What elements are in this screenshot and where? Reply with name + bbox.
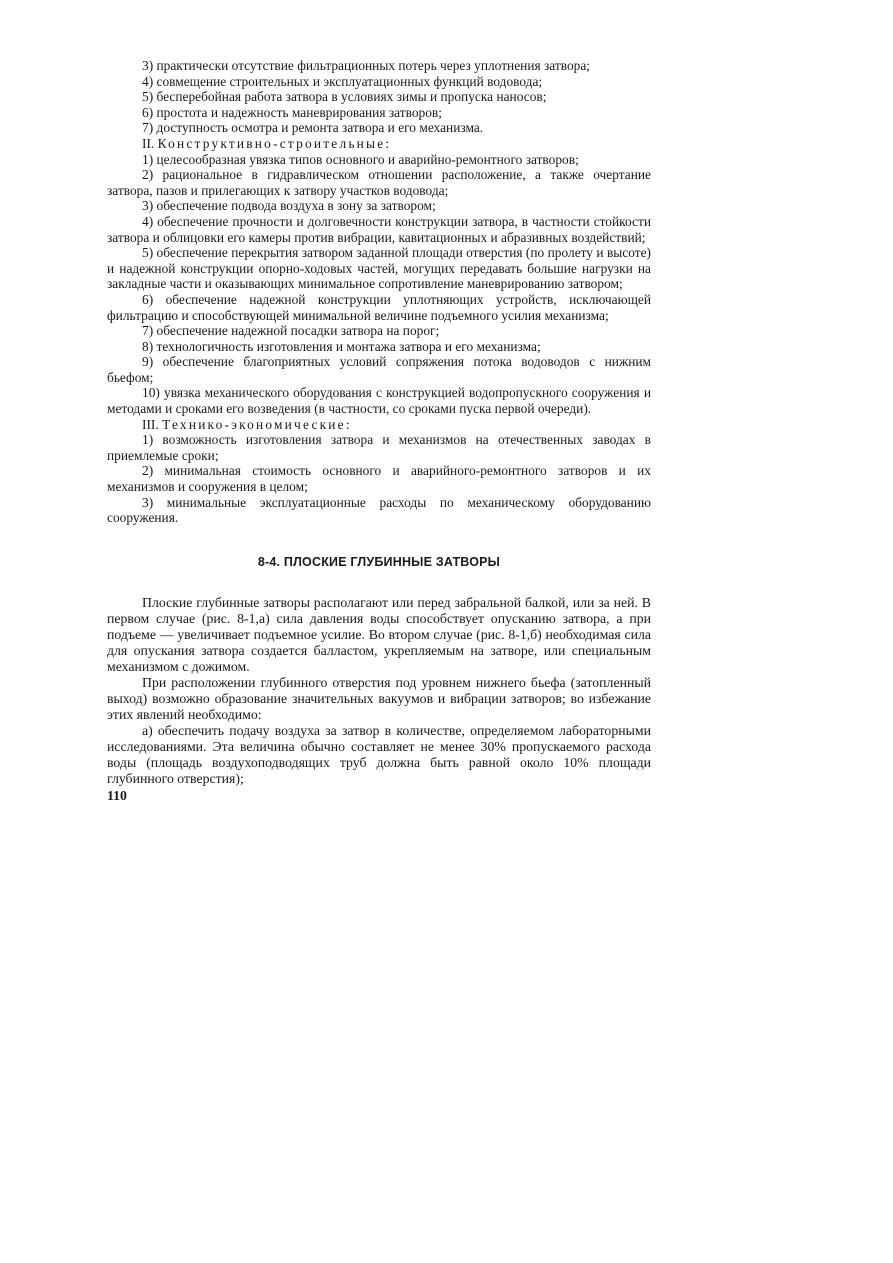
list-item: 1) целесообразная увязка типов основного и аварийно-ремонтного затворов; (142, 151, 579, 167)
group2-list (107, 152, 651, 417)
list-item: 10) увязка механического оборудования с конструкцией водопропускного сооружения и методами и сроками его возведения (в частности, со сроками пуска первой очереди). (107, 385, 651, 417)
section-body (107, 595, 651, 787)
list-item: 4) обеспечение прочности и долговечности конструкции затвора, в частности стойкости затвора и облицовки его камеры против вибрации, кавитационных и абразивных воздействий; (107, 213, 651, 245)
group-numeral: III. (142, 416, 159, 432)
section-heading: 8-4. ПЛОСКИЕ ГЛУБИННЫЕ ЗАТВОРЫ (257, 554, 501, 569)
group-heading-construction (107, 136, 651, 152)
list-item: 5) бесперебойная работа затвора в условиях зимы и пропуска наносов; (142, 89, 547, 105)
paragraph: При расположении глубинного отверстия под уровнем нижнего бьефа (затопленный выход) возможно образование значительных вакуумов и вибрации затворов; во избежание этих явлений необходимо: (107, 674, 651, 722)
list-item: 6) простота и надежность маневрирования затворов; (142, 104, 442, 120)
group-numeral: II. (142, 135, 155, 151)
list-item: 9) обеспечение благоприятных условий сопряжения потока водоводов с нижним бьефом; (107, 354, 651, 385)
group-heading-economic (107, 417, 651, 433)
list-item: 2) минимальная стоимость основного и аварийного-ремонтного затворов и их механизмов и сооружения в целом; (107, 463, 651, 495)
list-item: 5) обеспечение перекрытия затвором заданной площади отверстия (по пролету и высоте) и надежной конструкции опорно-ходовых частей, могущих передавать большие нагрузки на закладные части и оказывающих минимальное сопротивление маневрированию затвором; (107, 245, 651, 292)
list-item: 7) обеспечение надежной посадки затвора на порог; (142, 323, 440, 339)
list-item: 1) возможность изготовления затвора и механизмов на отечественных заводах в приемлемые сроки; (107, 432, 651, 463)
group-title: Технико-экономические: (162, 416, 352, 432)
list-item: 3) обеспечение подвода воздуха в зону за затвором; (142, 198, 436, 214)
list-item: 8) технологичность изготовления и монтажа затвора и его механизма; (142, 338, 541, 354)
list-item: 4) совмещение строительных и эксплуатационных функций водовода; (142, 73, 543, 89)
paragraph: а) обеспечить подачу воздуха за затвор в количестве, определяемом лабораторными исследованиями. Эта величина обычно составляет не менее 30% пропускаемого расхода воды (площадь воздухоподводящих труб должна быть равной около 10% площади глубинного отверстия); (107, 722, 651, 786)
list-item: 7) доступность осмотра и ремонта затвора и его механизма. (142, 120, 484, 136)
list-item: 2) рациональное в гидравлическом отношении расположение, а также очертание затвора, пазов и прилегающих к затвору участков водовода; (107, 167, 651, 198)
list-item: 6) обеспечение надежной конструкции уплотняющих устройств, исключающей фильтрацию и способствующей минимальной величине подъемного усилия механизма; (107, 291, 651, 323)
list-item: 3) минимальные эксплуатационные расходы по механическому оборудованию сооружения. (107, 494, 651, 526)
group3-list (107, 432, 651, 526)
list-item: 3) практически отсутствие фильтрационных потерь через уплотнения затвора; (142, 58, 591, 73)
section1-list (107, 58, 651, 136)
group-title: Конструктивно-строительные: (157, 135, 392, 151)
document-page (107, 58, 651, 804)
page-number: 110 (107, 787, 127, 803)
paragraph: Плоские глубинные затворы располагают или перед забральной балкой, или за ней. В первом случае (рис. 8-1,а) сила давления воды способствует опусканию затвора, а при подъеме — увеличивает подъемное усилие. Во втором случае (рис. 8-1,б) необходимая сила для опускания затвора создается балластом, укрепляемым на затворе, или специальным механизмом с дожимом. (107, 594, 651, 674)
